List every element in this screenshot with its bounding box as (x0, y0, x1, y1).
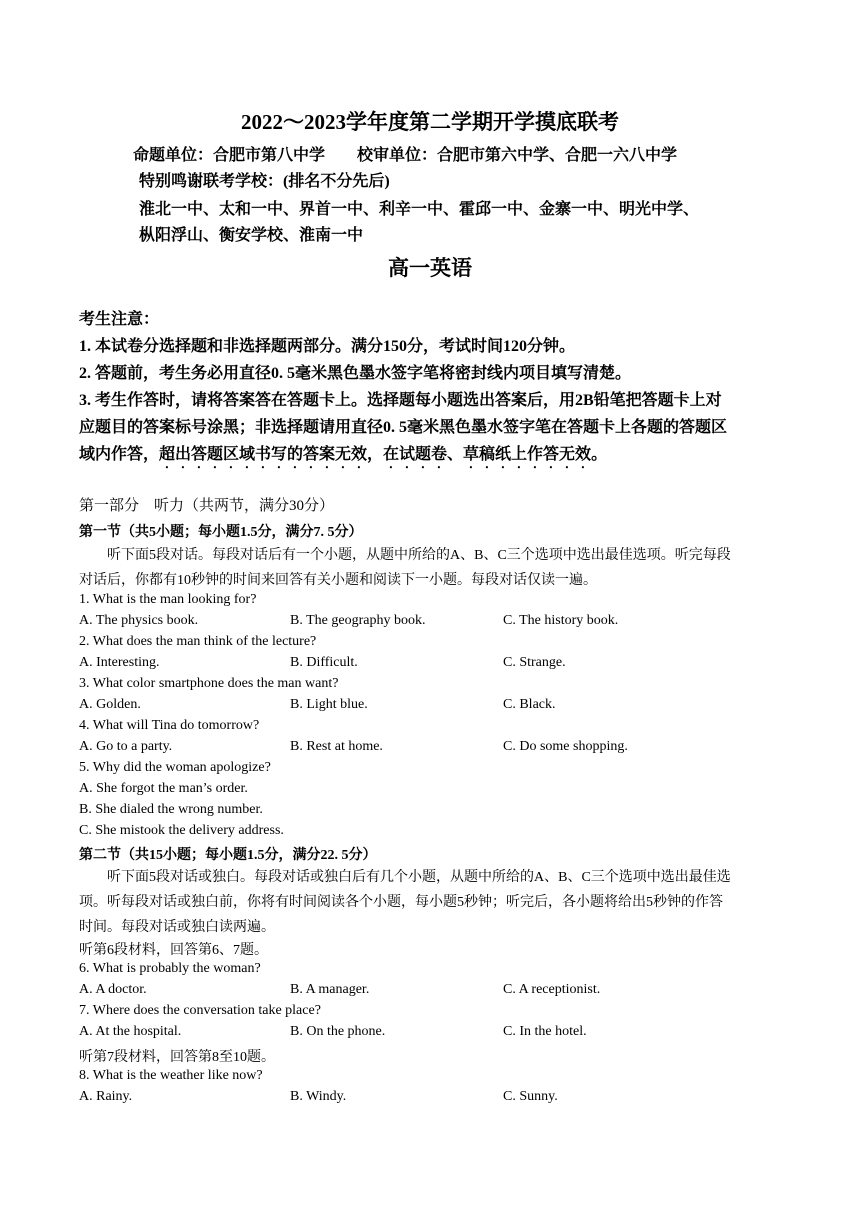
subject-title: 高一英语 (388, 256, 472, 280)
question-4: 4. What will Tina do tomorrow? (79, 718, 260, 733)
option-b: B. Difficult. (290, 655, 358, 670)
option-b: B. Light blue. (290, 697, 368, 712)
option-a: A. The physics book. (79, 613, 199, 628)
question-3: 3. What color smartphone does the man want? (79, 676, 339, 691)
question-2: 2. What does the man think of the lecture? (79, 634, 317, 649)
option-b: B. The geography book. (290, 613, 426, 628)
section2-instructions-3: 时间。每段对话或独白读两遍。 (79, 920, 275, 935)
option-a: A. Go to a party. (79, 739, 173, 754)
option-c: C. She mistook the delivery address. (79, 823, 284, 838)
option-a: A. Interesting. (79, 655, 160, 670)
option-c: C. Do some shopping. (503, 739, 628, 754)
material-7-label: 听第7段材料，回答第8至10题。 (79, 1050, 275, 1065)
section2-instructions-1: 听下面5段对话或独白。每段对话或独白后有几个小题，从题中所给的A、B、C三个选项中选出最佳选 (107, 870, 731, 885)
option-a: A. Rainy. (79, 1089, 133, 1104)
section1-instructions-2: 对话后，你都有10秒钟的时间来回答有关小题和阅读下一小题。每段对话仅读一遍。 (79, 573, 597, 588)
option-c: C. A receptionist. (503, 982, 601, 997)
option-b: B. Windy. (290, 1089, 347, 1104)
question-1: 1. What is the man looking for? (79, 592, 257, 607)
option-a: A. At the hospital. (79, 1024, 182, 1039)
option-c: C. In the hotel. (503, 1024, 587, 1039)
notice-text: ， (367, 446, 384, 463)
option-b: B. Rest at home. (290, 739, 383, 754)
question-5: 5. Why did the woman apologize? (79, 760, 271, 775)
option-a: A. A doctor. (79, 982, 147, 997)
option-b: B. She dialed the wrong number. (79, 802, 263, 817)
option-c: C. Sunny. (503, 1089, 558, 1104)
notice-item-2: 2. 答题前，考生务必用直径0. 5毫米黑色墨水签字笔将密封线内项目填写清楚。 (79, 365, 632, 382)
section1-instructions-1: 听下面5段对话。每段对话后有一个小题，从题中所给的A、B、C三个选项中选出最佳选项。听完每段 (107, 548, 731, 563)
setter-line: 命题单位：合肥市第八中学 校审单位：合肥市第六中学、合肥一六八中学 (133, 147, 678, 164)
material-6-label: 听第6段材料，回答第6、7题。 (79, 943, 268, 958)
notice-item-3-line-2: 应题目的答案标号涂黑；非选择题请用直径0. 5毫米黑色墨水签字笔在答题卡上各题的答题区 (79, 419, 728, 436)
section1-heading: 第一节（共5小题；每小题1.5分，满分7. 5分） (79, 525, 363, 540)
schools-line-1: 淮北一中、太和一中、界首一中、利辛一中、霍邱一中、金寨一中、明光中学、 (139, 201, 700, 218)
question-7: 7. Where does the conversation take place? (79, 1003, 321, 1018)
notice-item-3-line-3 (79, 441, 607, 472)
option-a: A. Golden. (79, 697, 141, 712)
question-6: 6. What is probably the woman? (79, 961, 261, 976)
option-a: A. She forgot the man’s order. (79, 781, 248, 796)
part1-heading: 第一部分 听力（共两节，满分30分） (79, 498, 335, 514)
option-c: C. The history book. (503, 613, 619, 628)
question-8: 8. What is the weather like now? (79, 1068, 263, 1083)
notice-item-3-line-1: 3. 考生作答时，请将答案答在答题卡上。选择题每小题选出答案后，用2B铅笔把答题卡上对 (79, 392, 722, 409)
notice-text: 域内作答， (79, 446, 160, 463)
notice-heading: 考生注意： (79, 311, 160, 328)
notice-text: 。 (591, 446, 608, 463)
option-c: C. Black. (503, 697, 556, 712)
option-b: B. On the phone. (290, 1024, 386, 1039)
emphasized-text: 超出答题区域书写的答案无效 (159, 446, 368, 463)
option-c: C. Strange. (503, 655, 566, 670)
emphasized-text: 在试题卷、草稿纸上作答无效 (383, 446, 592, 463)
section2-heading: 第二节（共15小题；每小题1.5分，满分22. 5分） (79, 848, 377, 863)
thanks-line: 特别鸣谢联考学校：(排名不分先后) (139, 173, 390, 190)
exam-title: 2022～2023学年度第二学期开学摸底联考 (241, 110, 619, 134)
section2-instructions-2: 项。听每段对话或独白前，你将有时间阅读各个小题，每小题5秒钟；听完后，各小题将给出5秒钟的作答 (79, 895, 723, 910)
option-b: B. A manager. (290, 982, 370, 997)
schools-line-2: 枞阳浮山、衡安学校、淮南一中 (139, 227, 364, 244)
notice-item-1: 1. 本试卷分选择题和非选择题两部分。满分150分，考试时间120分钟。 (79, 338, 576, 355)
